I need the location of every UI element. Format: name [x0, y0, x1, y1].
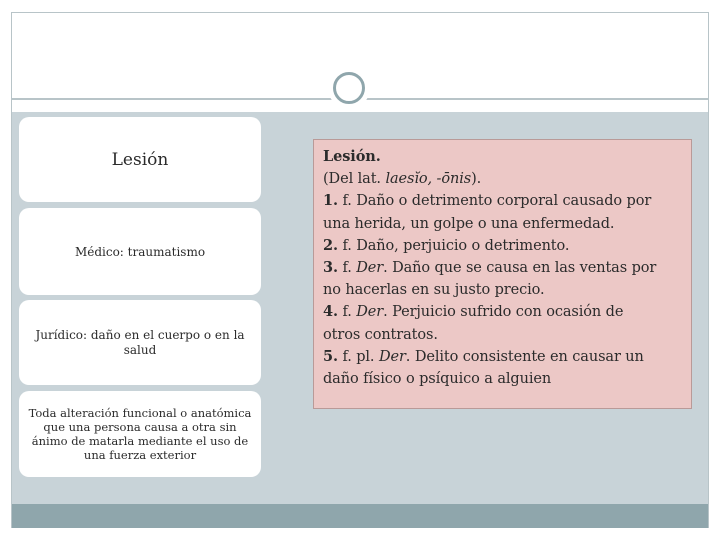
sense-5: 5. f. pl. Der. Delito consistente en causar un [323, 347, 644, 365]
footer-band [12, 504, 708, 528]
circle-badge-icon [328, 67, 370, 109]
card-medical [19, 208, 261, 295]
circle-ring-icon [333, 72, 365, 104]
card-definition [19, 391, 261, 477]
sense-3-cont: no hacerlas en su justo precio. [323, 282, 545, 299]
sense-5-cont: daño físico o psíquico a alguien [323, 371, 552, 388]
card-definition-text: Toda alteración funcional o anatómica que una persona causa a otra sin ánimo de matarla mediante el uso de una fuerza exterior [28, 406, 252, 462]
card-legal-text: Jurídico: daño en el cuerpo o en la salud [35, 327, 245, 357]
card-term [19, 117, 261, 202]
sense-1: 1. f. Daño o detrimento corporal causado por [323, 192, 652, 210]
card-term-text: Lesión [111, 149, 169, 170]
card-medical-text: Médico: traumatismo [74, 244, 206, 259]
sense-1-cont: una herida, un golpe o una enfermedad. [323, 215, 615, 232]
sense-4: 4. f. Der. Perjuicio sufrido con ocasión de [323, 303, 624, 321]
sense-4-cont: otros contratos. [323, 326, 438, 343]
sense-2: 2. f. Daño, perjuicio o detrimento. [323, 236, 570, 254]
headword: Lesión. [323, 148, 381, 165]
etymology: (Del lat. laesĭo, -ōnis). [323, 171, 482, 188]
dictionary-definition [313, 139, 692, 409]
sense-3: 3. f. Der. Daño que se causa en las ventas por [323, 259, 657, 277]
card-legal [19, 300, 261, 385]
